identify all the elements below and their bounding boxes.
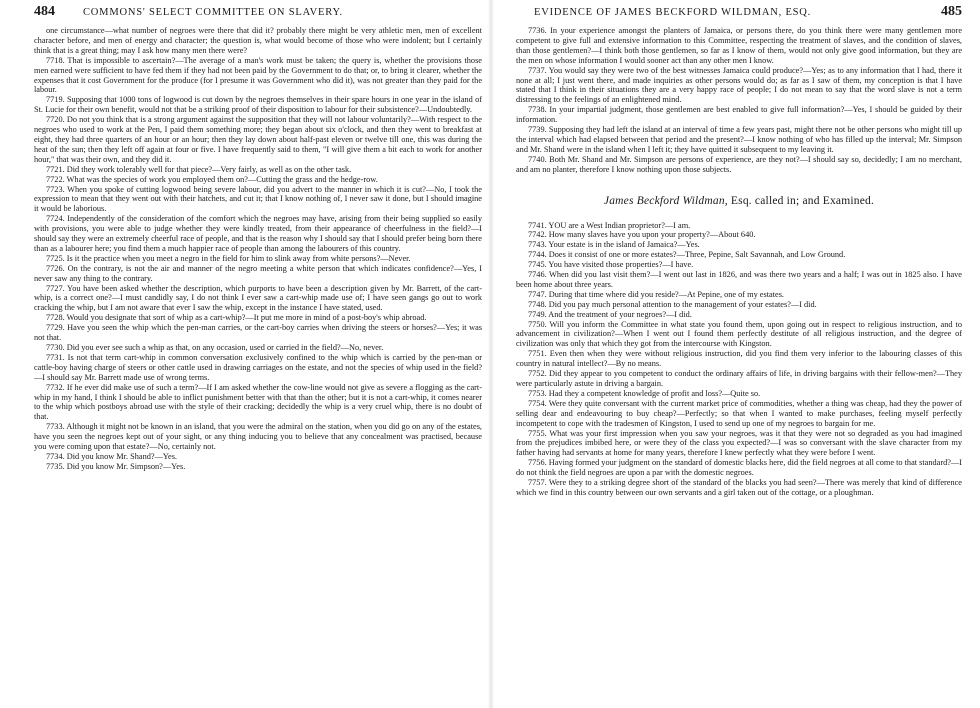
right-running-head: [516, 4, 962, 22]
paragraph: 7752. Did they appear to you competent to conduct the ordinary affairs of life, in driving bargains with their fellow-men?—They were particularly astute in driving a bargain.: [516, 369, 962, 388]
paragraph: 7734. Did you know Mr. Shand?—Yes.: [46, 451, 177, 461]
paragraph: 7726. On the contrary, is not the air and manner of the negro meeting a white person that which indicates confidence?—Yes, I never saw any thing to the contrary.: [34, 263, 482, 283]
right-page-number: 485: [941, 4, 962, 19]
left-body-text: [34, 26, 482, 472]
paragraph: 7720. Do not you think that is a strong argument against the supposition that they will not labour voluntarily?—With respect to the negroes who used to work at the Pen, I paid them something more; they began about six o'clock, and then they went to breakfast at eight, they had three quarters of an hour or an hour; then they lay down about half-past eleven or twelve till one, this was during the heat of the sun; then they left off again at four or five. I have frequently said to them, "I will give them a bit each to work for another hour," that was their own, and they did it.: [34, 115, 482, 164]
paragraph: 7730. Did you ever see such a whip as that, on any occasion, used or carried in the field?—No, never.: [46, 343, 384, 352]
paragraph: 7753. Had they a competent knowledge of profit and loss?—Quite so.: [528, 388, 761, 398]
left-running-head: [34, 4, 482, 22]
paragraph: 7756. Having formed your judgment on the standard of domestic blacks here, did the field negroes at all come to that standard?—I do not think the field negroes are upon a par with the domestic negroes.: [516, 458, 962, 478]
witness-heading: [516, 194, 962, 207]
paragraph: one circumstance—what number of negroes were there that did it? probably there might be very athletic men, men of excellent character before, and men of energy and character; the question is, what would become of those who were indolent; but I certainly think that is a great thing; may I ask how many men there were?: [34, 26, 482, 55]
paragraph: 7721. Did they work tolerably well for that piece?—Very fairly, as well as on the other task.: [46, 164, 352, 174]
paragraph: 7732. If he ever did make use of such a term?—If I am asked whether the cow-line would not give as severe a flogging as the cart-whip in my hand, I think I should be able to inflict punishment better with that than the other; but it is not a cart-whip, it comes nearer to the whip which postboys abroad use with the style of their cracking; decidedly the whip is a very cruel whip, there is no doubt of that.: [34, 382, 482, 422]
paragraph: 7729. Have you seen the whip which the pen-man carries, or the cart-boy carries when driving the steers or horses?—Yes; it was not that.: [34, 323, 482, 343]
paragraph: 7723. When you spoke of cutting logwood being severe labour, did you advert to the manner in which it is cut?—No, I took the expression to mean that they went out with their hatchets, and cut it; that I know nothing of, I never saw it done, but I should imagine it would be laborious.: [34, 184, 482, 214]
paragraph: 7757. Were they to a striking degree short of the standard of the blacks you had seen?—There was merely that kind of difference which we find in this country between our own servants and a girl taken out of the cottage, or a ploughman.: [516, 478, 962, 497]
paragraph: 7739. Supposing they had left the island at an interval of time a few years past, might there not be other persons who might till up the interval which had elapsed between that period and the present?—I know nothing of who has filled up the interval; Mr. Simpson and Mr. Shand were in the island when I left it; they have quitted it subsequent to my leaving it.: [516, 125, 962, 154]
paragraph: 7750. Will you inform the Committee in what state you found them, upon going out in respect to religious instruction, and to advancement in civilization?—When I went out I found them perfectly destitute of all religious instruction, and the degree of civilization was only that which they got from the intercourse with Kingston.: [516, 319, 962, 349]
paragraph: 7741. YOU are a West Indian proprietor?—I am.: [528, 220, 691, 230]
paragraph: 7727. You have been asked whether the description, which purports to have been a description given by Mr. Barrett, of the cart-whip, is a correct one?—I must candidly say, I do not think I ever saw a cart-whip made use of; I have seen gangs go out to work cracking the whip, but I am not aware that ever I saw the whip, except in the instance I have stated, used.: [34, 283, 482, 313]
paragraph: 7746. When did you last visit them?—I went out last in 1826, and was there two years and a half; I was out in 1825 also. I have been home about three years.: [516, 270, 962, 289]
paragraph: 7747. During that time where did you reside?—At Pepine, one of my estates.: [528, 289, 784, 299]
paragraph: 7740. Both Mr. Shand and Mr. Simpson are persons of experience, are they not?—I should say so, decidedly; I am no merchant, and am no planter, therefore I know nothing upon those subjects.: [516, 154, 962, 174]
paragraph: 7724. Independently of the consideration of the comfort which the negroes may have, arising from their being supplied so easily with provisions, you were able to judge whether they were kindly treated, from their appearance of cheerfulness in the field?—I should say they were an extremely cheerful race of people, and that is the reason why I should say that I should prefer being born there than as a labourer here; you find them a much happier race of people than among the labourers of this country.: [34, 214, 482, 253]
paragraph: 7731. Is not that term cart-whip in common conversation exclusively confined to the whip which is carried by the pen-man or cattle-boy having charge of steers or other cattle used in drawing carriages on the estate, and not the species of whip used in the field?—I should say Mr. Barrett made use of wrong terms.: [34, 352, 482, 382]
paragraph: 7744. Does it consist of one or more estates?—Three, Pepine, Salt Savannah, and Low Ground.: [528, 250, 846, 260]
paragraph: 7749. And the treatment of your negroes?—I did.: [528, 309, 692, 319]
paragraph: 7738. In your impartial judgment, those gentlemen are best enabled to give full information?—Yes, I should be guided by their information.: [516, 105, 962, 125]
paragraph: 7742. How many slaves have you upon your property?—About 640.: [528, 230, 756, 240]
right-body-text: [516, 26, 962, 498]
paragraph: 7745. You have visited those properties?—I have.: [528, 260, 694, 270]
witness-name: James Beckford Wildman,: [603, 194, 728, 207]
right-page: [490, 0, 980, 708]
paragraph: 7736. In your experience amongst the planters of Jamaica, or persons there, do you think there were many gentlemen more competent to give full and extensive information to this Committee, respecting the treatment of slaves, and the condition of slaves, than those gentlemen?—I think both those gentlemen, so far as I know of them, would not only give good information, but they are the men on whose information I would sooner act than any other men I know.: [516, 26, 962, 65]
paragraph: 7751. Even then when they were without religious instruction, did you find them very inferior to the labouring classes of this country in natural intellect?—By no means.: [516, 349, 962, 369]
paragraph: 7735. Did you know Mr. Simpson?—Yes.: [46, 461, 186, 471]
paragraph: 7728. Would you designate that sort of whip as a cart-whip?—It put me more in mind of a post-boy's whip abroad.: [46, 313, 427, 323]
paragraph: 7743. Your estate is in the island of Jamaica?—Yes.: [528, 240, 700, 250]
paragraph: 7718. That is impossible to ascertain?—The average of a man's work must be taken; the query is, whether the provisions those men earned were sufficient to have fed them if they had not been paid by the Government to do that; or, to bring it clearer, whether the expenses that it cost Government for the produce (for I presume it was Government who did it), was not greater than they paid for the labour.: [34, 55, 482, 95]
witness-heading-rest: Esq. called in; and Examined.: [727, 194, 875, 207]
paragraph: 7722. What was the species of work you employed them on?—Cutting the grass and the hedge-row.: [46, 174, 378, 184]
left-page-number: 484: [34, 4, 55, 19]
paragraph: 7754. Were they quite conversant with the current market price of commodities, whether a thing was cheap, had they the power of selling dear and endeavouring to buy cheap?—Perfectly; so that when I wanted to make purchases, feeling myself perfectly incompetent to cope with the tradesmen of Kingston, I used to send up one of my negroes to bargain for me.: [516, 398, 962, 428]
paragraph: 7737. You would say they were two of the best witnesses Jamaica could produce?—Yes; as to any information that I had, there it none at all; I just went there, and made inquiries as other persons would do; as far as I saw of them, my conception is that I have stated that I think in their situations they are a very happy race of people; I do not mean to say that the word slave is not a term distressing to the feelings of an enlightened mind.: [516, 65, 962, 105]
paragraph: 7748. Did you pay much personal attention to the management of your estates?—I did.: [528, 299, 817, 309]
paragraph: 7725. Is it the practice when you meet a negro in the field for him to slink away from white persons?—Never.: [46, 253, 411, 263]
paragraph: 7755. What was your first impression when you saw your negroes, was it that they were not so degraded as you had imagined from the prejudices imbibed here, or were they of the class you expected?—I was so conversant with the slave character from my father having had servants at home for many years, therefore I knew perfectly what they were before I went.: [516, 428, 962, 458]
right-running-title: EVIDENCE OF JAMES BECKFORD WILDMAN, ESQ.: [534, 7, 812, 18]
left-running-title: COMMONS' SELECT COMMITTEE ON SLAVERY.: [83, 7, 343, 18]
paragraph: 7719. Supposing that 1000 tons of logwood is cut down by the negroes themselves in their spare hours in one year in the island of St. Lucie for their own benefit, would not that be a striking proof of their disposition to labour for their subsistence?—Undoubtedly.: [34, 95, 482, 115]
paragraph: 7733. Although it might not be known in an island, that you were the admiral on the station, when you did go on any of the estates, have you seen the negroes kept out of your sight, or any thing inducing you to believe that any concealment was practised, because you were coming upon that estate?—No, certainly not.: [34, 422, 482, 452]
examination-block: [516, 221, 962, 498]
